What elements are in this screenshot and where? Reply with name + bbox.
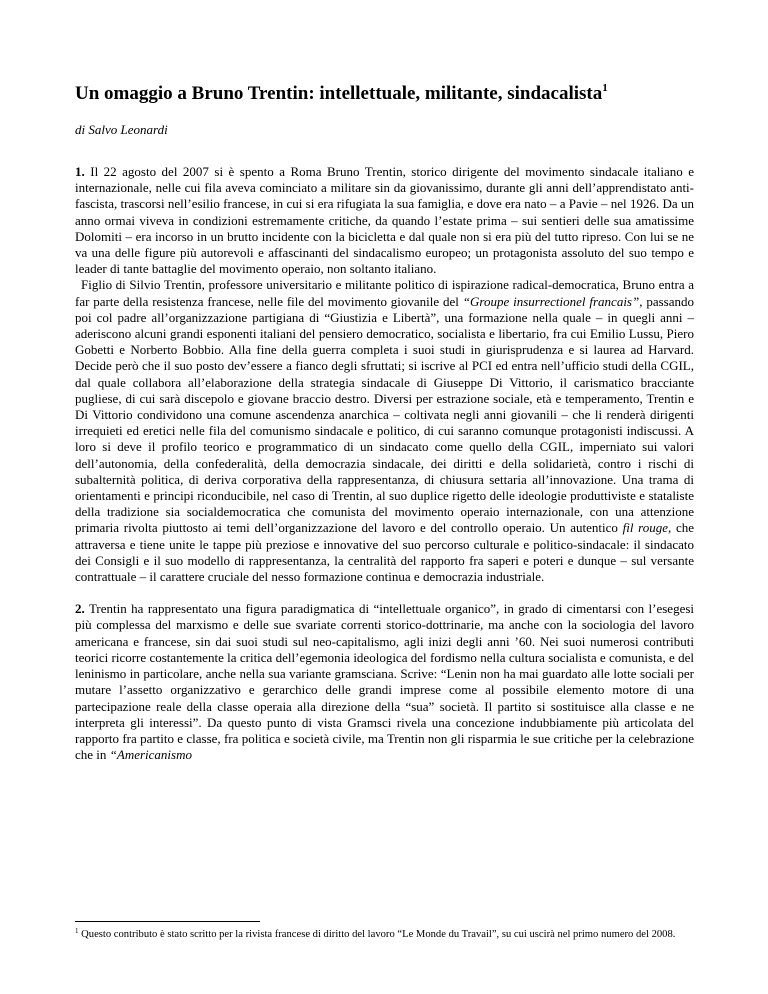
section-2-text: Trentin ha rappresentato una figura paradigmatica di “intellettuale organico”, in grado di cimentarsi con l’esegesi più complessa del marxismo e delle sue svariate correnti storico-dottrinarie, ma anche con la sociologia del lavoro americana e francese, sin dai suoi studi sul neo-capitalismo, agli inizi degli anni ’60. Nei suoi numerosi contributi teorici ricorre costantemente la critica dell’egemonia ideologica del fordismo nella cultura socialista e comunista, e del leninismo in particolare, anche nella sua variante gramsciana. Scrive: “Lenin non ha mai guardato alle lotte sociali per mutare l’assetto organizzativo e gerarchico delle grandi imprese come al possibile elemento motore di una partecipazione reale della classe operaia alla direzione della “sua” società. Il partito si sostituisce alla classe e ne interpreta gli interessi”. Da questo punto di vista Gramsci rivela una concezione indubbiamente più articolata del rapporto fra partito e classe, fra politica e società civile, ma Trentin non gli risparmia le sue critiche per la celebrazione che in [75, 601, 695, 763]
p2-italic-fil-rouge: fil rouge [622, 520, 668, 536]
footnote-marker: 1 [75, 927, 79, 935]
section-2-italic-tail: “Americanismo [109, 747, 192, 763]
p2-text-a: Figlio di Silvio Trentin, professore universitario e militante politico di ispirazione radical-democratica, Bruno entra a far parte della resistenza francese, nelle file del movimento giovanile del [75, 277, 694, 309]
title-footnote-ref: 1 [602, 82, 608, 94]
section-1-paragraph-2 [75, 277, 694, 585]
author-byline: di Salvo Leonardi [75, 122, 168, 137]
section-2-number: 2. [75, 601, 85, 617]
footnote-1 [75, 928, 694, 942]
footnote-text: Questo contributo è stato scritto per la rivista francese di diritto del lavoro “Le Monde du Travail”, su cui uscirà nel primo numero del 2008. [78, 929, 676, 940]
footnote-separator [75, 921, 260, 922]
article-body [75, 164, 694, 763]
title-text: Un omaggio a Bruno Trentin: intellettuale, militante, sindacalista [75, 83, 603, 104]
section-2-paragraph [75, 601, 694, 763]
section-1-text: Il 22 agosto del 2007 si è spento a Roma Bruno Trentin, storico dirigente del movimento sindacale italiano e internazionale, nelle cui fila aveva cominciato a militare sin da giovanissimo, durante gli anni dell’apprendistato anti-fascista, trascorsi nell’esilio francese, in cui si era rifugiata la sua famiglia, e dove era nato – a Pavie – nel 1926. Da un anno ormai viveva in condizioni estremamente critiche, da quando l’estate prima – sui sentieri delle sua amatissime Dolomiti – era incorso in un brutto incidente con la bicicletta e dal quale non si era più del tutto ripreso. Con lui se ne va una delle figure più autorevoli e affascinanti del sindacalismo europeo; un protagonista assoluto del suo tempo e leader di tante battaglie del movimento operaio, non soltanto italiano. [75, 164, 694, 277]
p2-italic-groupe: “Groupe insurrectionel francais”, [462, 293, 643, 309]
section-1-number: 1. [75, 164, 85, 179]
article-title [75, 82, 715, 106]
p2-text-c: , che attraversa e tiene unite le tappe più preziose e innovative del suo percorso culturale e politico-sindacale: il sindacato dei Consigli e il suo modello di rappresentanza, la centralità del rapporto fra saperi e poteri e dunque – sul versante contrattuale – il carattere cruciale del nesso formazione continua e democrazia industriale. [75, 520, 694, 585]
section-1-paragraph-1 [75, 164, 694, 277]
p2-text-b: passando poi col padre all’organizzazione partigiana di “Giustizia e Libertà”, una formazione nella quale – in quegli anni – aderiscono alcuni grandi esponenti italiani del pensiero democratico, socialista e libertario, fra cui Emilio Lussu, Piero Gobetti e Norberto Bobbio. Alla fine della guerra completa i suoi studi in giurisprudenza e si laurea ad Harvard. Decide però che il suo posto dev’essere a fianco degli sfruttati; si iscrive al PCI ed entra nell’ufficio studi della CGIL, dal quale collabora all’elaborazione della strategia sindacale di Giuseppe Di Vittorio, il carismatico bracciante pugliese, di cui sarà discepolo e giovane braccio destro. Diversi per estrazione sociale, età e temperamento, Trentin e Di Vittorio condividono una comune ascendenza anarchica – coltivata negli anni giovanili – che li renderà dirigenti irrequieti ed eretici nelle fila del comunismo sindacale e politico, di cui saranno comunque protagonisti indiscussi. A loro si deve il profilo teorico e programmatico di un sindacato come quello della CGIL, imperniato sui valori dell’autonomia, della confederalità, della democrazia sindacale, dei diritti e della solidarietà, contro i rischi di subalternità politica, di deriva corporativa della rappresentanza, di chiusura settaria all’innovazione. Una trama di orientamenti e principi riconducibile, nel caso di Trentin, al suo duplice rigetto delle ideologie produttiviste e stataliste della tradizione sia socialdemocratica che comunista del movimento operaio internazionale, con una attenzione primaria rivolta piuttosto ai temi dell’organizzazione del lavoro e del controllo operaio. Un autentico [75, 293, 694, 536]
